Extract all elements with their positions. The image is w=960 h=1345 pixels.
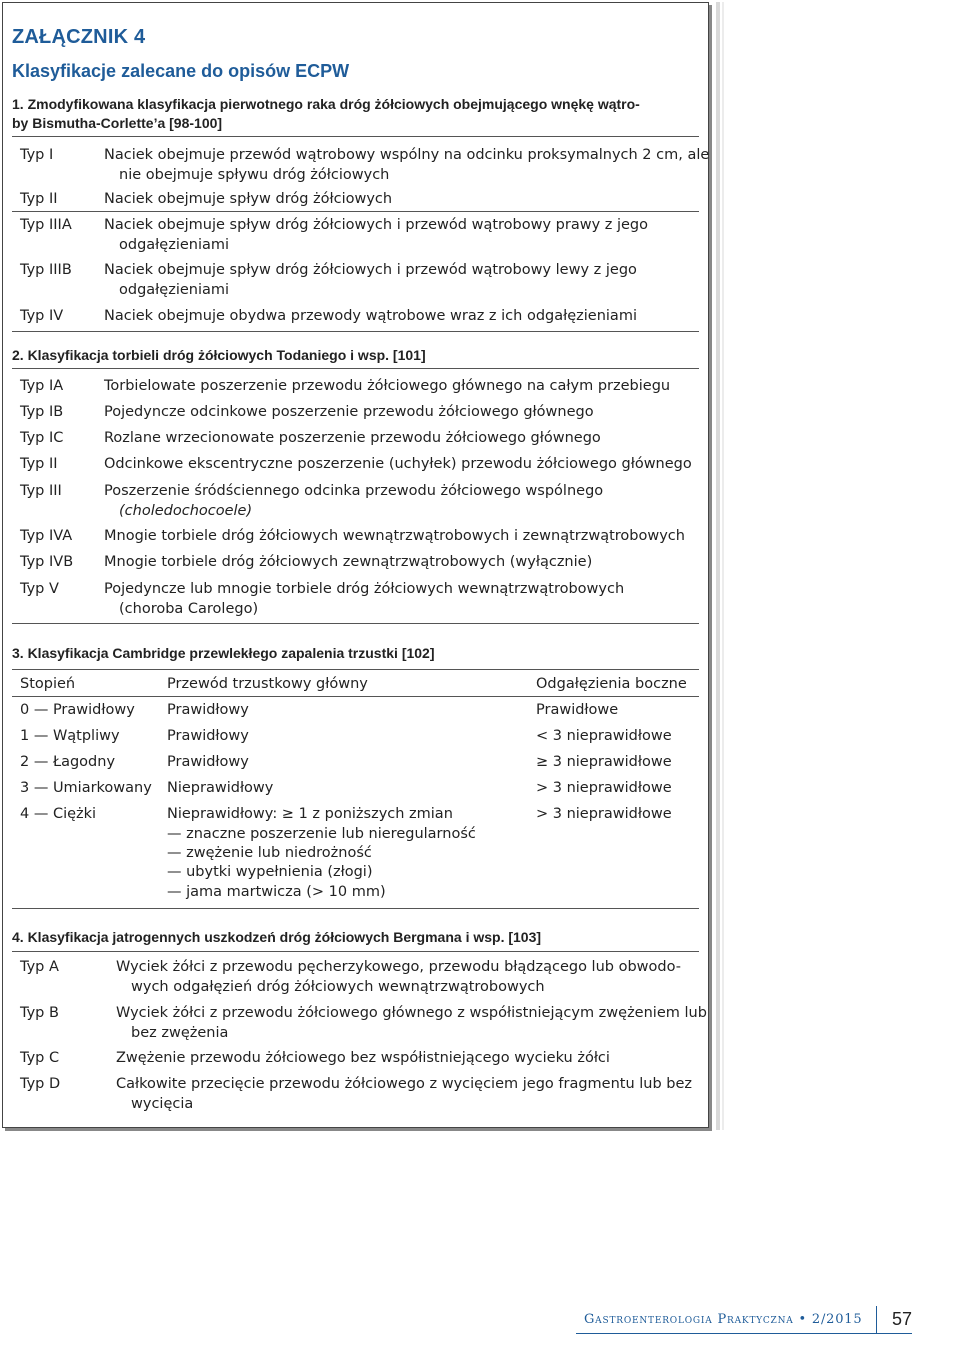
cell-main-duct: Prawidłowy [167,702,249,718]
row-desc: Naciek obejmuje przewód wątrobowy wspólny na odcinku proksymalnych 2 cm, ale nie obejmuje spływu dróg żółciowych [104,147,710,183]
row-desc: Naciek obejmuje spływ dróg żółciowych i przewód wątrobowy prawy z jego odgałęzieniami [104,217,648,253]
cell-subitem: — jama martwicza (> 10 mm) [167,884,386,900]
side-bar-thin [722,2,724,1130]
row-type: Typ V [20,581,59,597]
section4-rule-top [12,951,699,952]
row-desc: Naciek obejmuje obydwa przewody wątrobowe wraz z ich odgałęzieniami [104,308,637,324]
row-desc: Naciek obejmuje spływ dróg żółciowych [104,191,393,207]
cell-main-duct: Nieprawidłowy: ≥ 1 z poniższych zmian [167,806,453,822]
section1-rule-bottom [12,331,699,332]
section1-title-line1: 1. Zmodyfikowana klasyfikacja pierwotnego raka dróg żółciowych obejmującego wnękę wątro- [12,96,640,112]
footer-divider [876,1306,877,1334]
cell-side-branches: ≥ 3 nieprawidłowe [536,754,672,770]
row-type: Typ IVA [20,528,73,544]
row-desc: Odcinkowe ekscentryczne poszerzenie (uchyłek) przewodu żółciowego głównego [104,456,692,472]
annex-subtitle: Klasyfikacje zalecane do opisów ECPW [12,61,350,81]
col-header-side-branches: Odgałęzienia boczne [536,676,687,692]
row-desc [104,482,699,521]
row-type: Typ II [20,191,58,207]
section3-rule-bottom [12,908,699,909]
section1-rule-mid [12,211,699,212]
cell-grade: 4 — Ciężki [20,806,97,822]
row-desc: Całkowite przecięcie przewodu żółciowego z wycięciem jego fragmentu lub bez wycięcia [116,1076,693,1112]
col-header-grade: Stopień [20,676,76,692]
cell-grade: 3 — Umiarkowany [20,780,152,796]
section1-title [12,95,640,133]
cell-subitem: — znaczne poszerzenie lub nieregularność [167,826,476,842]
row-type: Typ C [20,1050,60,1066]
row-desc: Mnogie torbiele dróg żółciowych wewnątrzwątrobowych i zewnątrzwątrobowych [104,528,685,544]
row-desc-italic: (choledochocoele) [119,502,253,519]
row-type: Typ IA [20,378,64,394]
page-number: 57 [892,1309,913,1329]
footer-rule [576,1333,912,1334]
row-desc: Wyciek żółci z przewodu żółciowego głównego z współistniejącym zwężeniem lub bez zwężenia [116,1005,707,1041]
cell-subitem: — zwężenie lub niedrożność [167,845,372,861]
section3-title: 3. Klasyfikacja Cambridge przewlekłego zapalenia trzustki [102] [12,645,435,661]
section1-title-line2: by Bismutha-Corlette’a [98-100] [12,115,223,131]
row-desc-main: Poszerzenie śródściennego odcinka przewodu żółciowego wspólnego [104,483,604,499]
row-desc: Mnogie torbiele dróg żółciowych zewnątrzwątrobowych (wyłącznie) [104,554,593,570]
cell-side-branches: < 3 nieprawidłowe [536,728,672,744]
row-desc: Zwężenie przewodu żółciowego bez współistniejącego wycieku żółci [116,1050,610,1066]
col-header-main-duct: Przewód trzustkowy główny [167,676,368,692]
row-desc: Wyciek żółci z przewodu pęcherzykowego, przewodu błądzącego lub obwodo-wych odgałęzień dróg żółciowych wewnątrzwątrobowych [116,959,681,995]
side-bar [716,2,720,1130]
row-type: Typ IC [20,430,64,446]
row-type: Typ D [20,1076,61,1092]
row-type: Typ B [20,1005,59,1021]
section4-title: 4. Klasyfikacja jatrogennych uszkodzeń dróg żółciowych Bergmana i wsp. [103] [12,929,542,945]
cell-main-duct: Prawidłowy [167,728,249,744]
section2-title: 2. Klasyfikacja torbieli dróg żółciowych Todaniego i wsp. [101] [12,347,426,363]
row-type: Typ II [20,456,58,472]
row-type: Typ IV [20,308,64,324]
section1-rule-top [12,136,699,137]
row-type: Typ I [20,147,54,163]
section2-rule-top [12,368,699,369]
cell-side-branches: > 3 nieprawidłowe [536,780,672,796]
row-type: Typ IVB [20,554,74,570]
cell-main-duct: Nieprawidłowy [167,780,274,796]
row-type: Typ A [20,959,59,975]
cell-grade: 2 — Łagodny [20,754,116,770]
section2-rule-bottom [12,623,699,624]
row-type: Typ IIIB [20,262,72,278]
section3-rule-header [12,696,699,697]
row-desc: Pojedyncze odcinkowe poszerzenie przewodu żółciowego głównego [104,404,594,420]
row-type: Typ IIIA [20,217,72,233]
row-desc: Torbielowate poszerzenie przewodu żółciowego głównego na całym przebiegu [104,378,671,394]
journal-name: Gastroenterologia Praktyczna • 2/2015 [584,1312,863,1327]
cell-grade: 0 — Prawidłowy [20,702,135,718]
row-desc: Naciek obejmuje spływ dróg żółciowych i przewód wątrobowy lewy z jego odgałęzieniami [104,262,637,298]
annex-title: ZAŁĄCZNIK 4 [12,26,146,48]
cell-grade: 1 — Wątpliwy [20,728,120,744]
cell-side-branches: Prawidłowe [536,702,619,718]
row-desc: Pojedyncze lub mnogie torbiele dróg żółciowych wewnątrzwątrobowych (choroba Carolego) [104,581,625,617]
cell-main-duct: Prawidłowy [167,754,249,770]
cell-side-branches: > 3 nieprawidłowe [536,806,672,822]
row-desc: Rozlane wrzecionowate poszerzenie przewodu żółciowego głównego [104,430,601,446]
row-type: Typ III [20,483,62,499]
cell-subitem: — ubytki wypełnienia (złogi) [167,864,373,880]
section3-rule-top [12,669,699,670]
row-type: Typ IB [20,404,64,420]
